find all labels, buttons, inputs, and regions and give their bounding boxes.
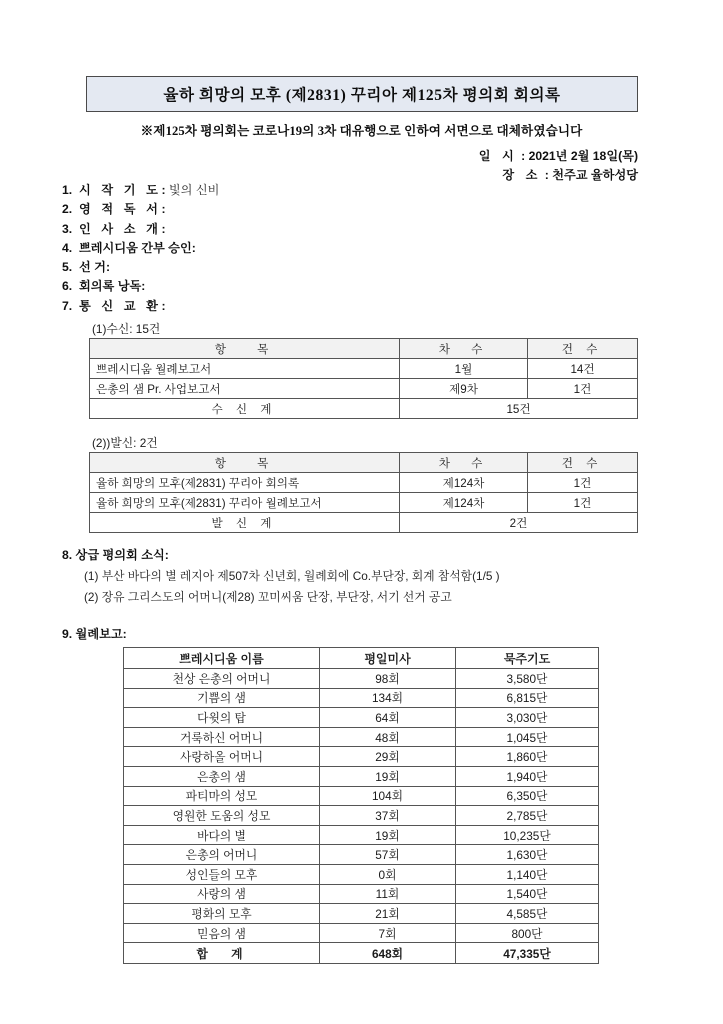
table-row [90,359,638,379]
cell-rosary: 3,030단 [456,708,599,728]
cell-presidium-name: 사랑의 샘 [124,884,320,904]
cell-presidium-name: 믿음의 샘 [124,923,320,943]
agenda-item-1 [62,181,482,200]
section-8-item-1: (1) 부산 바다의 별 레지아 제507차 신년회, 월례회에 Co.부단장, 회계 참석함(1/5 ) [84,569,500,583]
document-title-box [86,76,638,112]
column-header-order: 차 수 [400,453,528,473]
agenda-label: 회의록 낭독 [79,279,142,294]
cell-total-value: 2건 [400,513,638,533]
agenda-number: 5. [62,260,73,275]
cell-presidium-name: 사랑하올 어머니 [124,747,320,767]
cell-rosary: 800단 [456,923,599,943]
agenda-item-2 [62,200,482,219]
cell-presidium-name: 평화의 모후 [124,904,320,924]
column-header-count: 건 수 [528,453,638,473]
meeting-date-label: 일 시 [478,149,518,163]
cell-presidium-name: 기쁨의 샘 [124,688,320,708]
cell-presidium-name: 거룩하신 어머니 [124,727,320,747]
table-header-row [124,648,599,669]
agenda-label: 선 거 [79,260,106,275]
cell-presidium-name: 다윗의 탑 [124,708,320,728]
cell-rosary: 4,585단 [456,904,599,924]
section-8-item-2: (2) 장유 그리스도의 어머니(제28) 꼬미씨움 단장, 부단장, 서기 선거 공고 [84,590,452,604]
agenda-value: 빛의 신비 [168,183,220,197]
cell-count: 1건 [528,493,638,513]
agenda-label: 시 작 기 도 [79,183,162,197]
cell-count: 1건 [528,379,638,399]
column-header-weekday-mass: 평일미사 [320,648,456,669]
table-total-row [124,943,599,964]
table-row [124,864,599,884]
cell-item: 율하 희망의 모후(제2831) 꾸리아 회의록 [90,473,400,493]
cell-rosary: 1,140단 [456,864,599,884]
cell-rosary: 1,045단 [456,727,599,747]
agenda-number: 1. [62,183,73,197]
agenda-item-4 [62,239,482,258]
monthly-report-table [123,647,599,964]
cell-rosary: 2,785단 [456,806,599,826]
agenda-separator: : [161,202,166,217]
cell-mass: 7회 [320,923,456,943]
cell-mass: 11회 [320,884,456,904]
agenda-label: 영 적 독 서 [79,202,162,217]
agenda-label: 인 사 소 개 [79,221,162,236]
cell-presidium-name: 영원한 도움의 성모 [124,806,320,826]
cell-item: 은총의 샘 Pr. 사업보고서 [90,379,400,399]
cell-count: 1건 [528,473,638,493]
cell-order: 1월 [400,359,528,379]
cell-mass: 19회 [320,825,456,845]
meeting-date-row [300,147,638,166]
cell-order: 제124차 [400,473,528,493]
cell-rosary: 1,540단 [456,884,599,904]
cell-presidium-name: 은총의 샘 [124,766,320,786]
cell-presidium-name: 천상 은총의 어머니 [124,669,320,689]
cell-count: 14건 [528,359,638,379]
cell-presidium-name: 성인들의 모후 [124,864,320,884]
table-row [124,786,599,806]
table-row [90,473,638,493]
agenda-number: 6. [62,279,73,294]
cell-mass: 64회 [320,708,456,728]
cell-rosary: 1,940단 [456,766,599,786]
table-row [124,688,599,708]
cell-mass: 48회 [320,727,456,747]
cell-total-rosary: 47,335단 [456,943,599,964]
cell-rosary: 6,815단 [456,688,599,708]
cell-mass: 19회 [320,766,456,786]
cell-mass: 98회 [320,669,456,689]
page-title: 율하 희망의 모후 (제2831) 꾸리아 제125차 평의회 회의록 [163,87,561,104]
agenda-list [62,181,482,316]
outgoing-caption: (2))발신: 2건 [92,436,158,450]
table-total-row [90,513,638,533]
agenda-number: 7. [62,298,73,313]
column-header-order: 차 수 [400,339,528,359]
cell-order: 제124차 [400,493,528,513]
cell-order: 제9차 [400,379,528,399]
meeting-place-value: : 천주교 율하성당 [544,168,638,182]
table-row [124,708,599,728]
agenda-item-5 [62,258,482,277]
table-total-row [90,399,638,419]
column-header-count: 건 수 [528,339,638,359]
column-header-item: 항 목 [90,339,400,359]
cell-total-label: 합 계 [124,943,320,964]
table-row [90,493,638,513]
agenda-number: 3. [62,221,73,236]
cell-rosary: 3,580단 [456,669,599,689]
table-row [124,669,599,689]
section-8 [62,545,662,608]
cell-rosary: 6,350단 [456,786,599,806]
outgoing-communications-table [89,452,638,533]
cell-presidium-name: 파티마의 성모 [124,786,320,806]
cell-mass: 21회 [320,904,456,924]
table-row [124,845,599,865]
cell-total-label: 발 신 계 [90,513,400,533]
agenda-item-3 [62,220,482,239]
cell-total-value: 15건 [400,399,638,419]
agenda-separator: : [105,260,110,275]
agenda-separator: : [161,298,166,313]
table-header-row [90,339,638,359]
agenda-label: 쁘레시디움 간부 승인 [79,240,192,255]
agenda-separator: : [161,183,166,197]
cell-mass: 0회 [320,864,456,884]
column-header-item: 항 목 [90,453,400,473]
incoming-communications-table [89,338,638,419]
section-9-heading: 9. 월례보고: [62,627,127,641]
cell-total-mass: 648회 [320,943,456,964]
cell-mass: 29회 [320,747,456,767]
cell-mass: 37회 [320,806,456,826]
cell-rosary: 1,630단 [456,845,599,865]
cell-item: 쁘레시디움 월례보고서 [90,359,400,379]
agenda-number: 2. [62,202,73,217]
cell-mass: 104회 [320,786,456,806]
meeting-date-value: : 2021년 2월 18일(목) [521,149,638,163]
table-header-row [90,453,638,473]
cell-mass: 134회 [320,688,456,708]
table-row [124,727,599,747]
section-8-heading: 8. 상급 평의회 소식: [62,548,169,562]
column-header-presidium-name: 쁘레시디움 이름 [124,648,320,669]
table-row [124,923,599,943]
table-row [124,806,599,826]
agenda-separator: : [191,240,196,255]
cell-rosary: 10,235단 [456,825,599,845]
agenda-separator: : [141,279,146,294]
agenda-number: 4. [62,240,73,255]
cell-mass: 57회 [320,845,456,865]
agenda-item-6 [62,277,482,296]
agenda-label: 통 신 교 환 [79,298,162,313]
column-header-rosary: 묵주기도 [456,648,599,669]
agenda-item-7 [62,297,482,316]
table-row [124,766,599,786]
cell-presidium-name: 바다의 별 [124,825,320,845]
table-row [90,379,638,399]
cell-total-label: 수 신 계 [90,399,400,419]
table-row [124,884,599,904]
table-row [124,825,599,845]
cell-item: 율하 희망의 모후(제2831) 꾸리아 월례보고서 [90,493,400,513]
meeting-place-label: 장 소 [502,168,542,182]
table-row [124,904,599,924]
agenda-separator: : [161,221,166,236]
meeting-notice: ※제125차 평의회는 코로나19의 3차 대유행으로 인하여 서면으로 대체하였습니다 [140,124,583,138]
cell-presidium-name: 은총의 어머니 [124,845,320,865]
incoming-caption: (1)수신: 15건 [92,322,161,336]
meeting-meta [300,147,638,185]
table-row [124,747,599,767]
cell-rosary: 1,860단 [456,747,599,767]
